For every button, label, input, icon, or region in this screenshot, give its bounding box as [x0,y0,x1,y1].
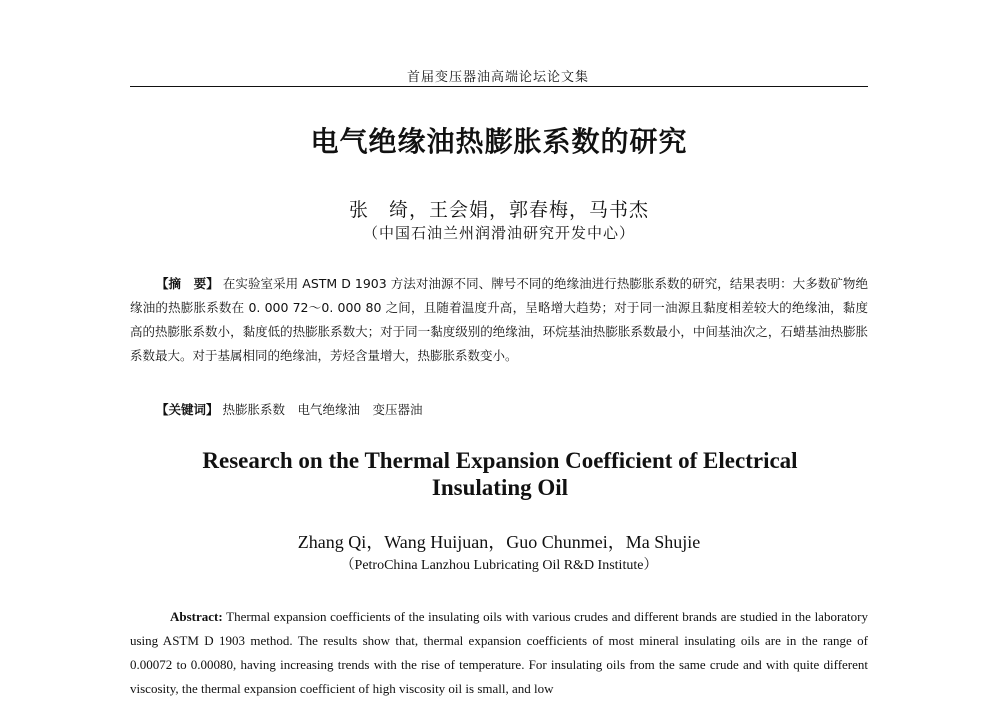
running-header: 首届变压器油高端论坛论文集 [406,70,589,85]
chinese-authors: 张 绮，王会娟，郭春梅，马书杰 [348,199,649,221]
chinese-abstract-text: 在实验室采用 ASTM D 1903 方法对油源不同、牌号不同的绝缘油进行热膨胀系数的研究，结果表明：大多数矿物绝缘油的热膨胀系数在 0. 000 72～0. 000 80 之间，且随着温度升高，呈略增大趋势；对于同一油源且黏度相差较大的绝缘油，黏度高的热膨胀系数小，黏度低的热膨胀系数大；对于同一黏度级别的绝缘油，环烷基油热膨胀系数最小，中间基油次之，石蜡基油热膨胀系数最大。对于基属相同的绝缘油，芳烃含量增大，热膨胀系数变小。 [130,276,868,363]
english-authors: Zhang Qi，Wang Huijuan，Guo Chunmei，Ma Shujie [297,532,701,552]
english-abstract [130,605,868,701]
chinese-keywords-text: 热膨胀系数 电气绝缘油 变压器油 [222,402,423,417]
chinese-keywords [130,400,868,418]
chinese-title: 电气绝缘油热膨胀系数的研究 [310,125,688,158]
chinese-abstract [130,272,868,368]
english-affiliation: （PetroChina Lanzhou Lubricating Oil R&D Institute） [340,558,658,573]
header-rule [130,86,868,87]
chinese-keywords-label: 【关键词】 [156,402,219,417]
english-title: Research on the Thermal Expansion Coefficient of Electrical Insulating Oil [202,448,798,500]
chinese-affiliation: （中国石油兰州润滑油研究开发中心） [362,224,635,242]
english-abstract-label: Abstract: [170,609,223,624]
english-abstract-text: Thermal expansion coefficients of the insulating oils with various crudes and different brands are studied in the laboratory using ASTM D 1903 method. The results show that, thermal expansion coefficients of most mineral insulating oils are in the range of 0.00072 to 0.00080, having increasing trends with the rise of temperature. For insulating oils from the same crude and with quite different viscosity, the thermal expansion coefficient of high viscosity oil is small, and low [130,609,868,696]
chinese-abstract-label: 【摘 要】 [156,276,219,291]
